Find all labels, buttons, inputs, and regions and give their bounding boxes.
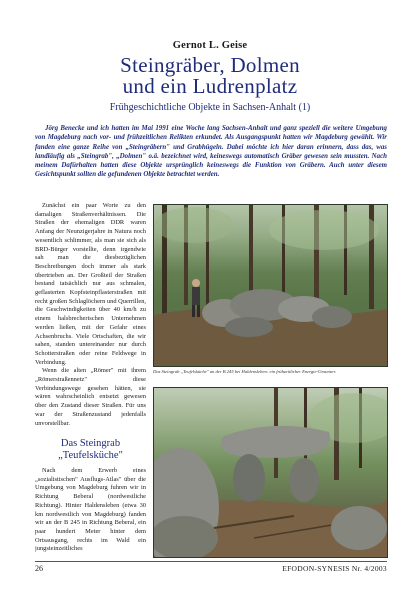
photo-caption: Das Steingrab „Teufelsküche" an der B 245 bei Haldensleben: ein frühzeitlicher Energie-Umsetzer. — [153, 369, 337, 374]
intro-paragraph: Jörg Benecke und ich hatten im Mai 1991 eine Woche lang Sachsen-Anhalt und ganz speziell die weitere Umgebung von Magdeburg nach vor- und frühzeitlichen Relikten erkundet. Als Ausgangspunkt hatten wir Magdeburg gewählt. Wir fanden eine ganze Reihe von „Steingräbern" und Grabhügeln. Dabei möchte ich hier daran erinnern, dass das, was landläufig als „Steingrab", „Dolmen" o.ä. bezeichnet wird, keineswegs automatisch Gräber gewesen sein mussten. Nach meinem Dafürhalten hatten diese Objekte ursprünglich keineswegs die Funktion von Gräbern. Auch unter diesem Gesichtspunkt sollten die gefundenen Objekte betrachtet werden. — [35, 125, 387, 179]
body-column-left-top — [35, 202, 146, 432]
body-paragraph: Zunächst ein paar Worte zu den damaligen Straßenverhältnissen. Die Straßen der ehemaligen DDR waren Anfang der Neunzigerjahre in Natura noch wesentlich schlimmer, als man sie sich als BRD-Bürger vorstellte, denn irgendwie sah man die diesbezüglichen Beschreibungen doch immer als stark übertrieben an. Der Großteil der Straßen bestand tatsächlich nur aus schmalen, geflasterten Kopfsteinpflasterstraßen mit recht großen Schlaglöchern und Querrillen, die Geschwindigkeiten über 40 km/h zu einem halsbrecherischen Unternehmen werden ließen, mit der Gefahr eines Achsenbruchs. Viele Ortschaften, die wir sahen, standen untereinander nur durch Schotterstraßen oder reine Feldwege in Verbindung. — [35, 202, 146, 366]
title-line-1: Steingräber, Dolmen — [120, 53, 300, 77]
photo-steingrab-forest — [153, 204, 388, 367]
body-column-left-bottom — [35, 467, 146, 560]
author-name: Gernot L. Geise — [172, 40, 248, 51]
section-heading-line-1: Das Steingrab — [60, 438, 121, 449]
article-title — [0, 55, 420, 97]
photo-dolmen-capstone — [153, 387, 388, 558]
body-paragraph: Nach dem Erwerb eines „sozialistischen" Ausflugs-Atlas" über die Umgebung von Magdeburg fuhren wir in Richtung Beberal (nordwestliche Richtung). Hinter Haldensleben (etwa 30 km nordwestlich von Magdeburg) fanden wir an der B 245 in Richtung Beberal, ein paar hundert Meter hinter dem Ortsausgang, rechts im Wald ein jungsteinzeitliches — [35, 467, 146, 553]
photo-dolmen-drawing — [154, 388, 387, 557]
section-heading — [35, 438, 146, 462]
title-line-2: und ein Ludrenplatz — [122, 74, 298, 98]
journal-issue: EFODON-SYNESIS Nr. 4/2003 — [282, 564, 387, 573]
footer-rule — [35, 561, 387, 562]
photo-forest-drawing — [154, 205, 387, 366]
page-number: 26 — [35, 564, 43, 573]
section-heading-line-2: „Teufelsküche" — [58, 450, 123, 461]
body-paragraph: Wenn die alten „Römer" mit ihrem „Römerstraßennetz" diese Verbindungswege gesehen hätten, sie wären wahrscheinlich entsetzt gewesen über den Zustand dieser Straßen. Für uns war der Straßenzustand jedenfalls unvorstellbar. — [35, 367, 146, 427]
article-subtitle: Frühgeschichtliche Objekte in Sachsen-Anhalt (1) — [109, 102, 311, 113]
